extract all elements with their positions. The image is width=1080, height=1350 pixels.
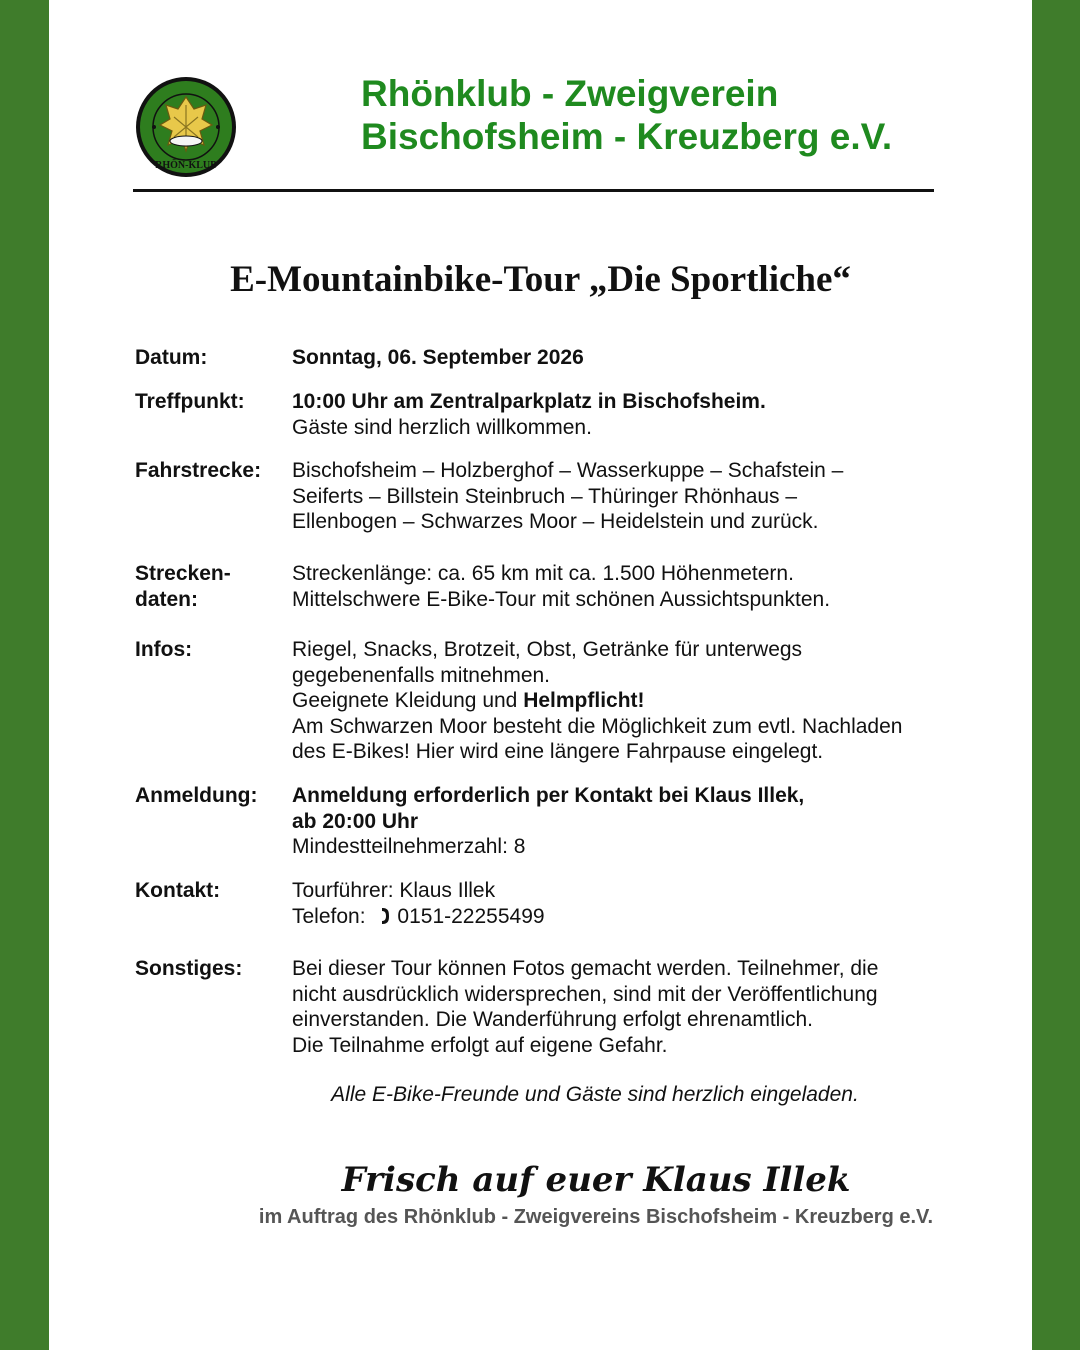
infos-line-5: des E-Bikes! Hier wird eine längere Fahrpause eingelegt.	[292, 740, 824, 764]
label-treffpunkt: Treffpunkt:	[135, 390, 245, 413]
label-streckendaten	[135, 561, 285, 613]
label-kontakt: Kontakt:	[135, 879, 221, 902]
treffpunkt-line-1: 10:00 Uhr am Zentralparkplatz in Bischofsheim.	[292, 390, 766, 413]
value-kontakt	[292, 878, 952, 929]
fahrstrecke-line-3: Ellenbogen – Schwarzes Moor – Heidelstein und zurück.	[292, 510, 819, 534]
header-divider	[133, 189, 934, 192]
club-name	[361, 72, 981, 158]
phone-label: Telefon:	[292, 904, 366, 928]
infos-line-3	[292, 688, 952, 714]
label-anmeldung: Anmeldung:	[135, 784, 258, 807]
label-infos: Infos:	[135, 638, 193, 661]
fahrstrecke-line-2: Seiferts – Billstein Steinbruch – Thüringer Rhönhaus –	[292, 484, 798, 508]
value-fahrstrecke	[292, 458, 952, 535]
infos-line-1: Riegel, Snacks, Brotzeit, Obst, Getränke für unterwegs	[292, 638, 803, 661]
club-name-line1: Rhönklub - Zweigverein	[361, 73, 779, 114]
kontakt-phone-line	[292, 904, 952, 930]
phone-number: 0151-22255499	[397, 904, 545, 928]
value-sonstiges	[292, 956, 952, 1058]
signature: Frisch auf euer Klaus Illek	[341, 1160, 851, 1200]
anmeldung-line-3: Mindestteilnehmerzahl: 8	[292, 835, 526, 859]
mandate-line: im Auftrag des Rhönklub - Zweigvereins Bischofsheim - Kreuzberg e.V.	[258, 1206, 934, 1228]
sonstiges-line-3: einverstanden. Die Wanderführung erfolgt ehrenamtlich.	[292, 1008, 814, 1032]
rhoenklub-logo-icon	[134, 75, 238, 179]
label-streckendaten-line-2: daten:	[135, 588, 198, 611]
value-anmeldung	[292, 783, 952, 860]
sonstiges-line-2: nicht ausdrücklich widersprechen, sind mit der Veröffentlichung	[292, 982, 878, 1006]
streckendaten-line-1: Streckenlänge: ca. 65 km mit ca. 1.500 Höhenmetern.	[292, 562, 794, 585]
label-streckendaten-line-1: Strecken-	[135, 562, 231, 585]
value-treffpunkt	[292, 389, 952, 440]
kontakt-line-1: Tourführer: Klaus Illek	[292, 879, 496, 902]
flyer-page	[49, 0, 1032, 1350]
value-infos	[292, 637, 952, 765]
club-name-line2: Bischofsheim - Kreuzberg e.V.	[361, 116, 893, 157]
page-title: E-Mountainbike-Tour „Die Sportliche“	[230, 259, 851, 300]
value-datum: Sonntag, 06. September 2026	[292, 346, 584, 369]
phone-icon	[379, 907, 391, 925]
anmeldung-line-2: ab 20:00 Uhr	[292, 809, 419, 833]
infos-line-3-prefix: Geeignete Kleidung und	[292, 689, 524, 713]
treffpunkt-line-2: Gäste sind herzlich willkommen.	[292, 415, 592, 439]
fahrstrecke-line-1: Bischofsheim – Holzberghof – Wasserkuppe – Schafstein –	[292, 459, 844, 482]
label-datum: Datum:	[135, 346, 208, 369]
infos-line-2: gegebenenfalls mitnehmen.	[292, 663, 551, 687]
streckendaten-line-2: Mittelschwere E-Bike-Tour mit schönen Aussichtspunkten.	[292, 587, 831, 611]
sonstiges-line-4: Die Teilnahme erfolgt auf eigene Gefahr.	[292, 1033, 668, 1057]
infos-line-4: Am Schwarzen Moor besteht die Möglichkeit zum evtl. Nachladen	[292, 714, 903, 738]
invitation-text: Alle E-Bike-Freunde und Gäste sind herzlich eingeladen.	[331, 1083, 859, 1106]
label-sonstiges: Sonstiges:	[135, 957, 243, 980]
svg-text:RHÖN-KLUB: RHÖN-KLUB	[155, 160, 217, 171]
value-streckendaten	[292, 561, 952, 612]
label-fahrstrecke: Fahrstrecke:	[135, 459, 262, 482]
anmeldung-line-1: Anmeldung erforderlich per Kontakt bei Klaus Illek,	[292, 784, 805, 807]
helmpflicht-notice: Helmpflicht!	[523, 689, 645, 713]
sonstiges-line-1: Bei dieser Tour können Fotos gemacht werden. Teilnehmer, die	[292, 957, 879, 980]
